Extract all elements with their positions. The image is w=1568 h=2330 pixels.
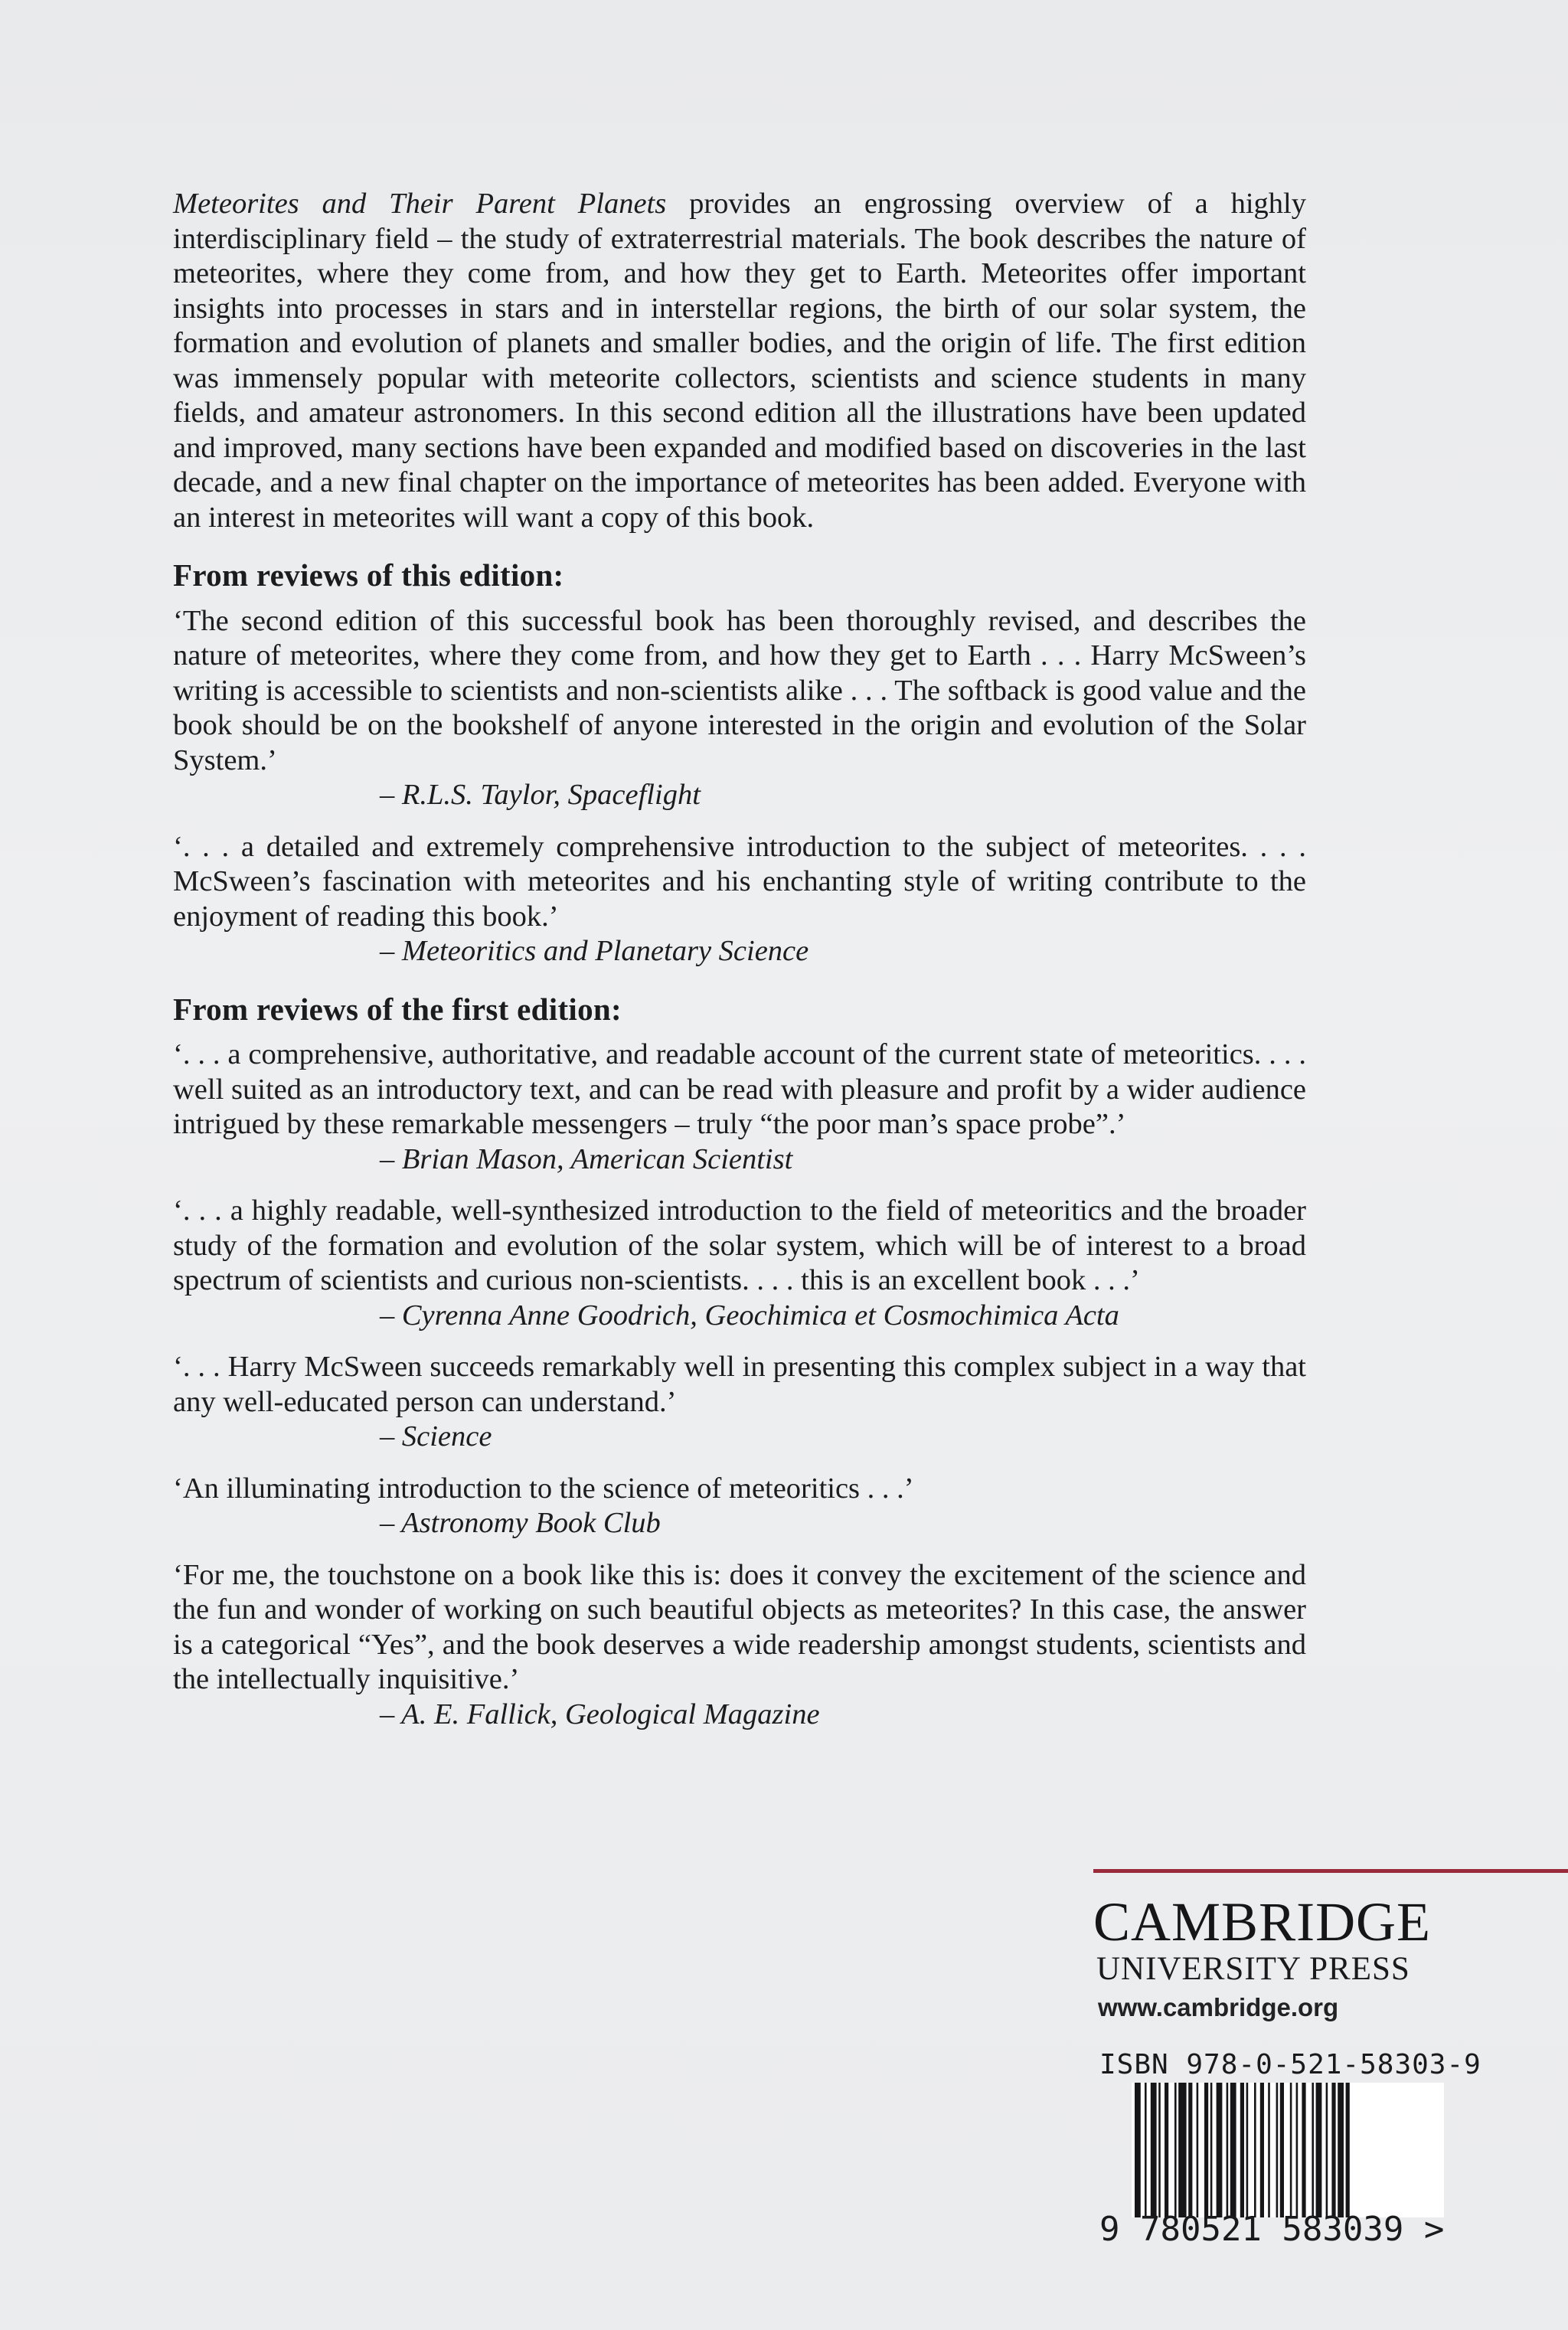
publisher-accent-rule xyxy=(1093,1869,1568,1873)
description-text: provides an engrossing overview of a highly interdisciplinary field – the study of extraterrestrial materials. The book describes the nature of meteorites, where they come from, and how they get to Earth. Meteorites offer important insights into processes in stars and in interstellar regions, the birth of our solar system, the formation and evolution of planets and smaller bodies, and the origin of life. The first edition was immensely popular with meteorite collectors, scientists and science students in many fields, and amateur astronomers. In this second edition all the illustrations have been updated and improved, many sections have been expanded and modified based on discoveries in the last decade, and a new final chapter on the importance of meteorites has been added. Everyone with an interest in meteorites will want a copy of this book. xyxy=(173,188,1306,534)
review-item xyxy=(173,1472,1306,1541)
publisher-subtitle: UNIVERSITY PRESS xyxy=(1096,1951,1410,1987)
review-quote: ‘For me, the touchstone on a book like this is: does it convey the excitement of the science and the fun and wonder of working on such beautiful objects as meteorites? In this case, the answer is a categorical “Yes”, and the book deserves a wide readership amongst students, scientists and the intellectually inquisitive.’ xyxy=(173,1558,1306,1695)
review-item xyxy=(173,1038,1306,1177)
review-quote: ‘. . . a comprehensive, authoritative, and readable account of the current state of meteoritics. . . . well suited as an introductory text, and can be read with pleasure and profit by a wider audience intrigued by these remarkable messengers – truly “the poor man’s space probe”.’ xyxy=(173,1038,1306,1140)
isbn-label: ISBN 978-0-521-58303-9 xyxy=(1099,2049,1481,2080)
barcode-graphic xyxy=(1132,2083,1444,2217)
publisher-name: CAMBRIDGE xyxy=(1093,1891,1432,1953)
review-attribution: – A. E. Fallick, Geological Magazine xyxy=(380,1698,820,1730)
first-edition-heading: From reviews of the first edition: xyxy=(173,991,622,1027)
review-attribution: – Cyrenna Anne Goodrich, Geochimica et Cosmochimica Acta xyxy=(380,1299,1119,1332)
review-attribution: – R.L.S. Taylor, Spaceflight xyxy=(380,779,701,811)
review-attribution: – Astronomy Book Club xyxy=(380,1507,661,1539)
this-edition-heading: From reviews of this edition: xyxy=(173,557,564,593)
review-item xyxy=(173,1194,1306,1333)
review-quote: ‘. . . a highly readable, well-synthesized introduction to the field of meteoritics and the broader study of the formation and evolution of the solar system, which will be of interest to a broad spectrum of scientists and curious non-scientists. . . . this is an excellent book . . .’ xyxy=(173,1194,1306,1296)
barcode-digits: 9 780521 583039 > xyxy=(1099,2210,1445,2249)
review-item xyxy=(173,1350,1306,1455)
review-attribution: – Brian Mason, American Scientist xyxy=(380,1142,793,1175)
publisher-url: www.cambridge.org xyxy=(1098,1993,1339,2021)
review-quote: ‘. . . a detailed and extremely comprehensive introduction to the subject of meteorites. . . . McSween’s fascination with meteorites and his enchanting style of writing contribute to the enjoyment of reading this book.’ xyxy=(173,830,1306,933)
review-attribution: – Meteoritics and Planetary Science xyxy=(380,935,809,967)
review-item xyxy=(173,830,1306,969)
review-item xyxy=(173,1558,1306,1733)
back-cover-text xyxy=(173,187,1306,1749)
book-title: Meteorites and Their Parent Planets xyxy=(173,188,667,220)
review-attribution: – Science xyxy=(380,1420,492,1453)
review-quote: ‘An illuminating introduction to the science of meteoritics . . .’ xyxy=(173,1472,914,1505)
review-item xyxy=(173,604,1306,813)
review-quote: ‘The second edition of this successful book has been thoroughly revised, and describes the nature of meteorites, where they come from, and how they get to Earth . . . Harry McSween’s writing is accessible to scientists and non-scientists alike . . . The softback is good value and the book should be on the bookshelf of anyone interested in the origin and evolution of the Solar System.’ xyxy=(173,604,1306,776)
review-quote: ‘. . . Harry McSween succeeds remarkably well in presenting this complex subject in a way that any well-educated person can understand.’ xyxy=(173,1351,1306,1418)
book-description xyxy=(173,187,1306,535)
